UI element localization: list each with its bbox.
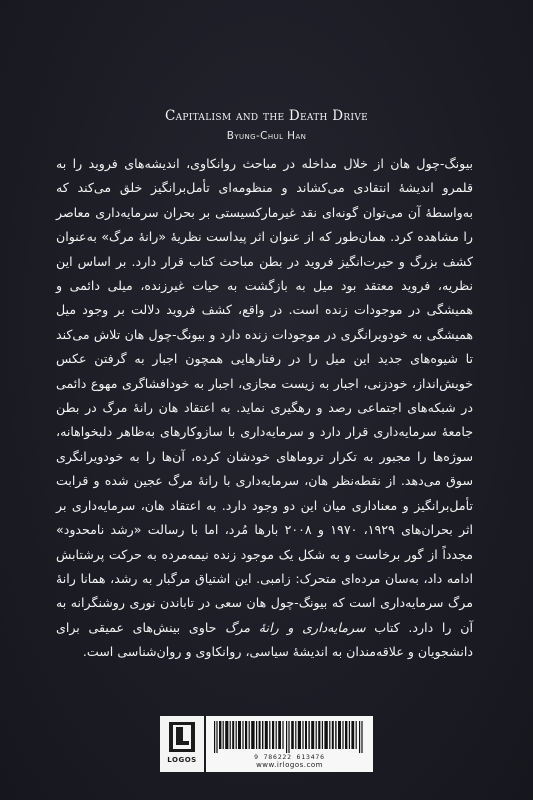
blurb-text	[56, 152, 473, 665]
logos-icon	[166, 720, 198, 754]
book-title: Capitalism and the Death Drive	[164, 108, 369, 124]
publisher-name: LOGOS	[167, 756, 197, 764]
publisher-url: www.irlogos.com	[256, 761, 323, 769]
blurb-body: بیونگ-چول هان از خلال مداخله در مباحث روانکاوی، اندیشه‌های فروید را به قلمرو اندیشهٔ انتقادی می‌کشاند و منظومه‌ای تأمل‌برانگیز خلق می‌کند که به‌واسطهٔ آن می‌توان گونه‌ای نقد غیرمارکسیستی بر بحران سرمایه‌داری معاصر را مشاهده کرد. همان‌طور که از عنوان اثر پیداست نظریهٔ «رانهٔ مرگ» به‌عنوان کشف بزرگ و حیرت‌انگیز فروید در بطن مباحث کتاب قرار دارد. بر اساس این نظریه، فروید معتقد بود میل به بازگشت به حیات غیرزنده، میلی دائمی و همیشگی در موجودات زنده است. در واقع، کشف فروید دلالت بر وجود میل همیشگی به خودویرانگری در موجودات زنده دارد و بیونگ-چول هان تلاش می‌کند تا شیوه‌های جدید این میل را در رفتارهایی همچون اجبار به گرفتن عکس خویش‌انداز، خودزنی، اجبار به زیست مجازی، اجبار به خودافشاگری مهوع دائمی در شبکه‌های اجتماعی رصد و رهگیری نماید. به اعتقاد هان رانهٔ مرگ در بطن جامعهٔ سرمایه‌داری قرار دارد و سرمایه‌داری با سازوکارهای به‌ظاهر دلبخواهانه، سوژه‌ها را مجبور به تکرار تروماهای خودشان کرده، آن‌ها را به خودویرانگری سوق می‌دهد. از نقطه‌نظر هان، سرمایه‌داری با رانهٔ مرگ عجین شده و قرابت تأمل‌برانگیز و معناداری میان این دو وجود دارد. به اعتقاد هان، سرمایه‌داری بر اثر بحران‌های ۱۹۲۹، ۱۹۷۰ و ۲۰۰۸ بارها مُرد، اما با رسالت «رشد نامحدود» مجدداً از گور برخاست و به شکل یک موجود زنده نیمه‌مرده به حرکت پرشتابش ادامه داد، به‌سان مرده‌ای متحرک: زامبی. این اشتیاق مرگبار به رشد، همانا رانهٔ مرگ سرمایه‌داری است که بیونگ-چول هان سعی در تاباندن نوری روشنگرانه به آن را دارد. کتاب	[56, 156, 473, 635]
publisher-block	[160, 716, 373, 772]
publisher-logo	[160, 716, 204, 772]
barcode-bars	[212, 721, 367, 753]
blurb-paragraph	[56, 152, 473, 665]
blurb-closing: حاوی بینش‌های عمیقی برای دانشجویان و علاقه‌مندان به اندیشهٔ سیاسی، روانکاوی و روان‌شناسی است.	[56, 619, 473, 660]
book-author: Byung-Chul Han	[226, 130, 307, 142]
barcode	[206, 716, 373, 772]
blurb-book-title: سرمایه‌داری و رانهٔ مرگ	[225, 619, 366, 635]
barcode-digits: 9 786222 613476	[254, 753, 325, 761]
